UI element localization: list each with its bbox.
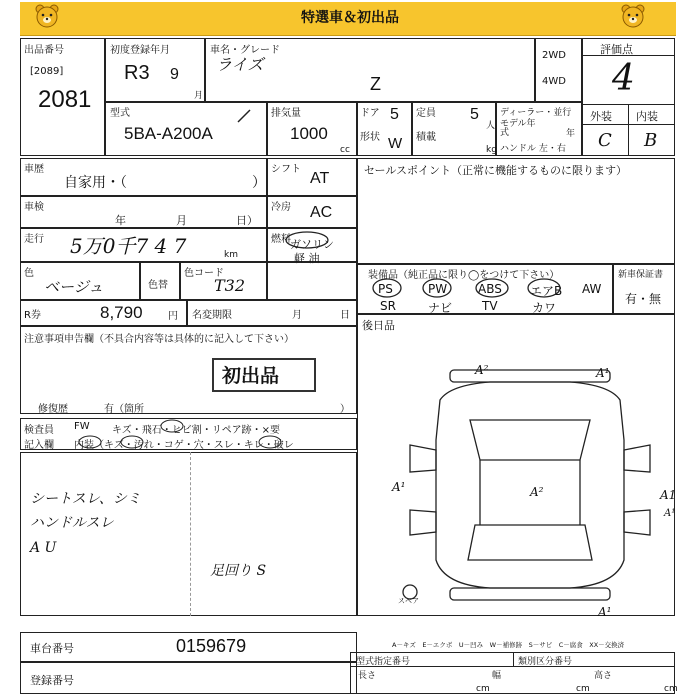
car-name-label: 車名・グレード [210, 45, 280, 56]
interior-grade: B [644, 130, 658, 151]
history: 自家用・（ [64, 174, 127, 190]
free-notes-box [20, 452, 357, 616]
page-title: 特選車＆初出品 [301, 10, 399, 26]
repair-history: 有（箇所 [104, 404, 144, 415]
notes-label: 注意事項申告欄（不具合内容等は具体的に記入して下さい） [24, 334, 294, 345]
damage-mark: A¹ [664, 508, 676, 519]
damage-mark: A¹ [392, 480, 406, 494]
first-reg-month: 9 [170, 66, 179, 83]
fuel-extra-box [267, 262, 357, 300]
legend-exterior: キズ・飛石・ヒビ割・リペア跡・×要 [112, 425, 280, 436]
damage-mark: A² [475, 363, 489, 377]
hand-note-4: 足回り S [210, 563, 267, 579]
car-name: ライズ [216, 55, 264, 74]
warranty-value: 有・無 [625, 292, 662, 306]
drive-box [535, 38, 582, 102]
mileage: 5万0千7 4 7 [70, 234, 187, 258]
equip-leather: カワ [532, 301, 557, 315]
legend-interior: 内装（キズ・汚れ・コゲ・穴・スレ・キレ・破レ [74, 440, 294, 451]
lot-label: 出品番号 [24, 45, 64, 56]
grade: Z [370, 74, 381, 94]
capacity: 5 [470, 106, 479, 123]
exterior-grade: C [598, 130, 612, 151]
equip-aw: AW [582, 282, 602, 296]
drive-4wd: 4WD [542, 76, 566, 87]
door-count: 5 [390, 106, 399, 123]
eval-score: 4 [612, 58, 635, 99]
hand-note-1: シートスレ、シミ [30, 491, 141, 507]
damage-mark: A¹ [598, 605, 612, 619]
hand-note-2: ハンドルスレ [30, 515, 114, 531]
damage-mark: A¹ [596, 366, 610, 380]
history-box [20, 158, 267, 196]
equip-abs: ABS [478, 282, 502, 296]
damage-key-legend: A－キズ E－エクボ U－凹み W－補修跡 S－サビ C－腐食 XX－交換済 [392, 641, 625, 649]
body-shape: W [388, 135, 403, 152]
damage-mark: A1 [660, 488, 677, 502]
checkmark-icon [236, 108, 254, 124]
equip-ps: PS [378, 282, 393, 296]
shift: AT [310, 170, 330, 187]
circle-mark-icon [284, 230, 330, 250]
equip-airbag: エアB [530, 284, 563, 298]
equip-pw: PW [428, 282, 448, 296]
color-code: T32 [214, 276, 246, 295]
chassis-number: 0159679 [176, 636, 247, 656]
fuel-gasoline: ガソリン [290, 238, 334, 251]
legend-circles [75, 416, 355, 450]
aircon: AC [310, 204, 333, 221]
first-reg-era: R3 [124, 62, 150, 84]
equip-tv: TV [482, 299, 498, 313]
sales-point-label: セールスポイント（正常に機能するものに限ります） [364, 164, 628, 177]
bear-logo-icon [34, 4, 60, 28]
equipment-label: 装備品（純正品に限り◯をつけて下さい） [368, 270, 560, 281]
inspection-box [20, 196, 267, 228]
equip-navi: ナビ [428, 301, 453, 315]
inspector-code: FW [74, 421, 90, 432]
equip-sr: SR [380, 299, 396, 313]
bear-logo-icon [620, 4, 646, 28]
lot-sub: [2089] [30, 66, 64, 77]
model-code: 5BA-A200A [124, 124, 213, 143]
drive-2wd: 2WD [542, 50, 566, 61]
first-reg-label: 初度登録年月 [110, 45, 170, 56]
rticket-amount: 8,790 [100, 303, 143, 322]
displacement: 1000 [290, 124, 328, 143]
color: ベージュ [44, 278, 104, 296]
eval-label: 評価点 [600, 43, 633, 56]
hand-note-3: A U [30, 540, 57, 556]
damage-mark: A² [530, 485, 544, 499]
equipment-circles [370, 277, 610, 299]
lot-number: 2081 [38, 86, 92, 113]
